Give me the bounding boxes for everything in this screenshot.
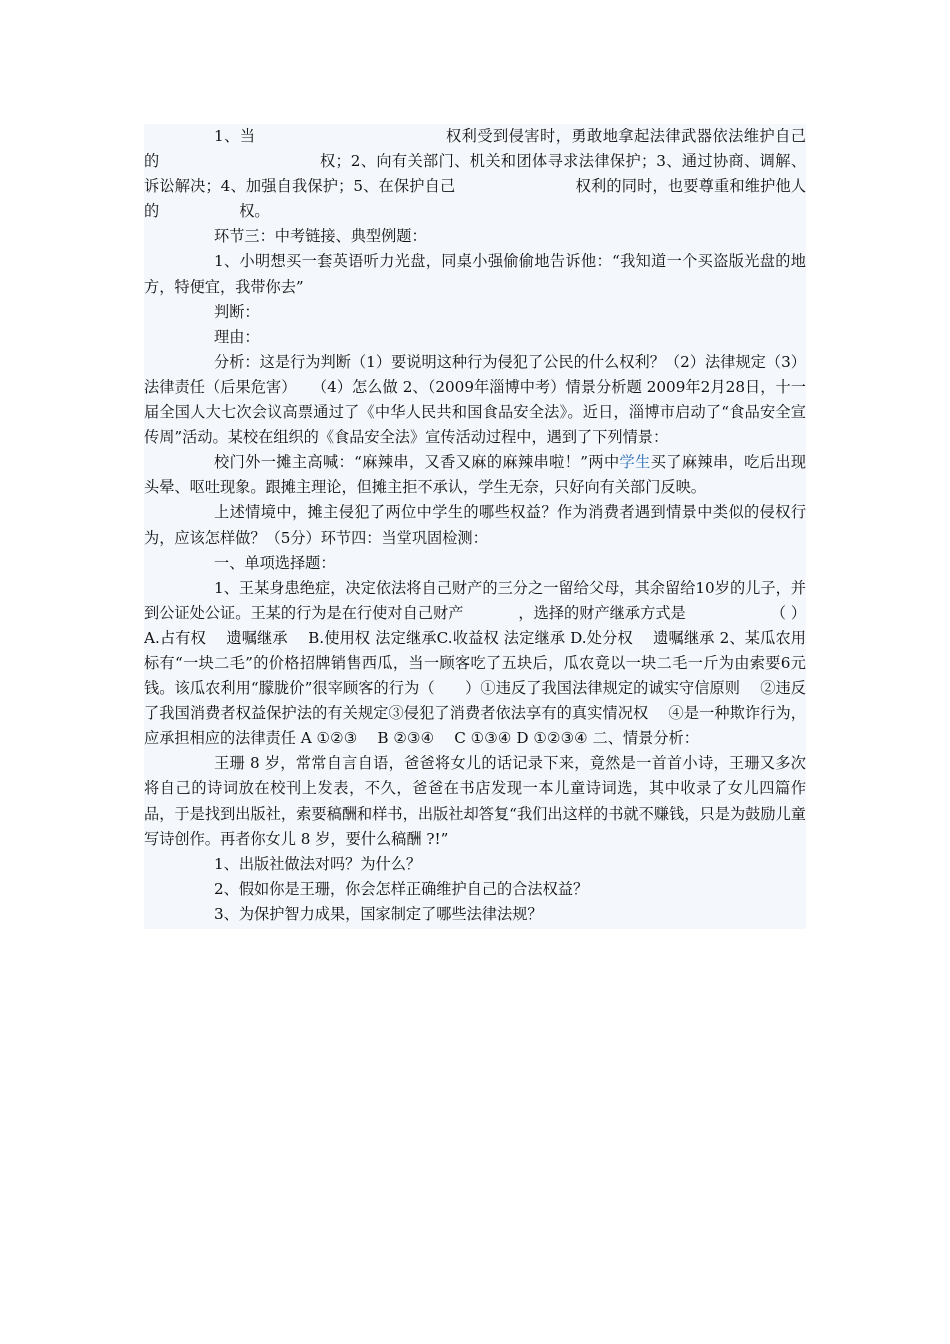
section-heading-choice: 一、单项选择题：	[214, 553, 336, 572]
rights-text-2: 权利受到侵害时，勇敢地拿起法律武器依法维护自己的	[144, 127, 806, 171]
story-question-2: 2、假如你是王珊，你会怎样正确维护自己的合法权益？	[214, 879, 589, 898]
reason-label: 理由：	[214, 327, 260, 346]
scene-paragraph	[144, 450, 806, 500]
choice-text-3: （ ）A.占有权 遗嘱继承 B.使用权 法定继承C.收益权 法定继承 D.处分权 遗嘱继承 2、某瓜农用标有“一块二毛”的价格招牌销售西瓜，当一顾客吃了五块后，瓜农竟以一块二毛一斤为由索要6元钱。该瓜农利用“朦胧价”很宰顾客的行为（ ）①违反了我国法律规定的诚实守信原则 ②违反了我国消费者权益保护法的有关规定③侵犯了消费者依法享有的真实情况权 ④是一种欺诈行为，应承担相应的法律责任 A ①②③ B ②③④ C ①③④ D ①②③④ 二、情景分析：	[144, 603, 807, 748]
story-question-3: 3、为保护智力成果，国家制定了哪些法律法规？	[214, 904, 543, 923]
document-body	[144, 124, 806, 929]
rights-text-5: 权。	[239, 202, 270, 221]
section-heading-3: 环节三：中考链接、典型例题：	[214, 227, 427, 246]
choice-questions	[144, 576, 806, 752]
story-question-1: 1、出版社做法对吗？为什么？	[214, 854, 422, 873]
judge-label: 判断：	[214, 302, 260, 321]
choice-text-2: ，选择的财产继承方式是	[518, 603, 686, 622]
student-link[interactable]: 学生	[619, 453, 651, 472]
analysis-paragraph: 分析：这是行为判断（1）要说明这种行为侵犯了公民的什么权利？（2）法律规定（3）法律责任（后果危害） （4）怎么做 2、（2009年淄博中考）情景分析题 2009年2月28日，十一届全国人大七次会议高票通过了《中华人民共和国食品安全法》。近日，淄博市启动了“食品安全宣传周”活动。某校在组织的《食品安全法》宣传活动过程中，遇到了下列情景：	[144, 352, 806, 447]
story-paragraph: 王珊 8 岁，常常自言自语，爸爸将女儿的话记录下来，竟然是一首首小诗，王珊又多次将自己的诗词放在校刊上发表，不久，爸爸在书店发现一本儿童诗词选，其中收录了女儿四篇作品，于是找到出版社，索要稿酬和样书，出版社却答复“我们出这样的书就不赚钱，只是为鼓励儿童写诗创作。再者你女儿 8 岁，要什么稿酬 ?!”	[144, 754, 806, 848]
choice-text-1: 1、王某身患绝症，决定依法将自己财产的三分之一留给父母，其余留给10岁的儿子，并到公证处公证。王某的行为是在行使对自己财产	[144, 578, 806, 622]
scene-text-1: 校门外一摊主高喊：“麻辣串，又香又麻的麻辣串啦！”两中	[214, 453, 620, 472]
example-question-1: 1、小明想买一套英语听力光盘，同桌小强偷偷地告诉他：“我知道一个买盗版光盘的地方，特便宜，我带你去”	[144, 252, 806, 296]
scene-question: 上述情境中，摊主侵犯了两位中学生的哪些权益？作为消费者遇到情景中类似的侵权行为，应该怎样做？（5分）环节四：当堂巩固检测：	[144, 503, 806, 547]
rights-text-1: 1、当	[214, 127, 256, 145]
paragraph-rights	[144, 124, 806, 224]
rights-text-4: 权利的同时，也要尊重和维护他人的	[144, 177, 807, 221]
rights-text-3: 权；2、向有关部门、机关和团体寻求法律保护；3、通过协商、调解、诉讼解决；4、加强自我保护；5、在保护自己	[144, 152, 807, 196]
scene-text-2: 买了麻辣串，吃后出现头晕、呕吐现象。跟摊主理论，但摊主拒不承认，学生无奈，只好向有关部门反映。	[144, 453, 807, 497]
